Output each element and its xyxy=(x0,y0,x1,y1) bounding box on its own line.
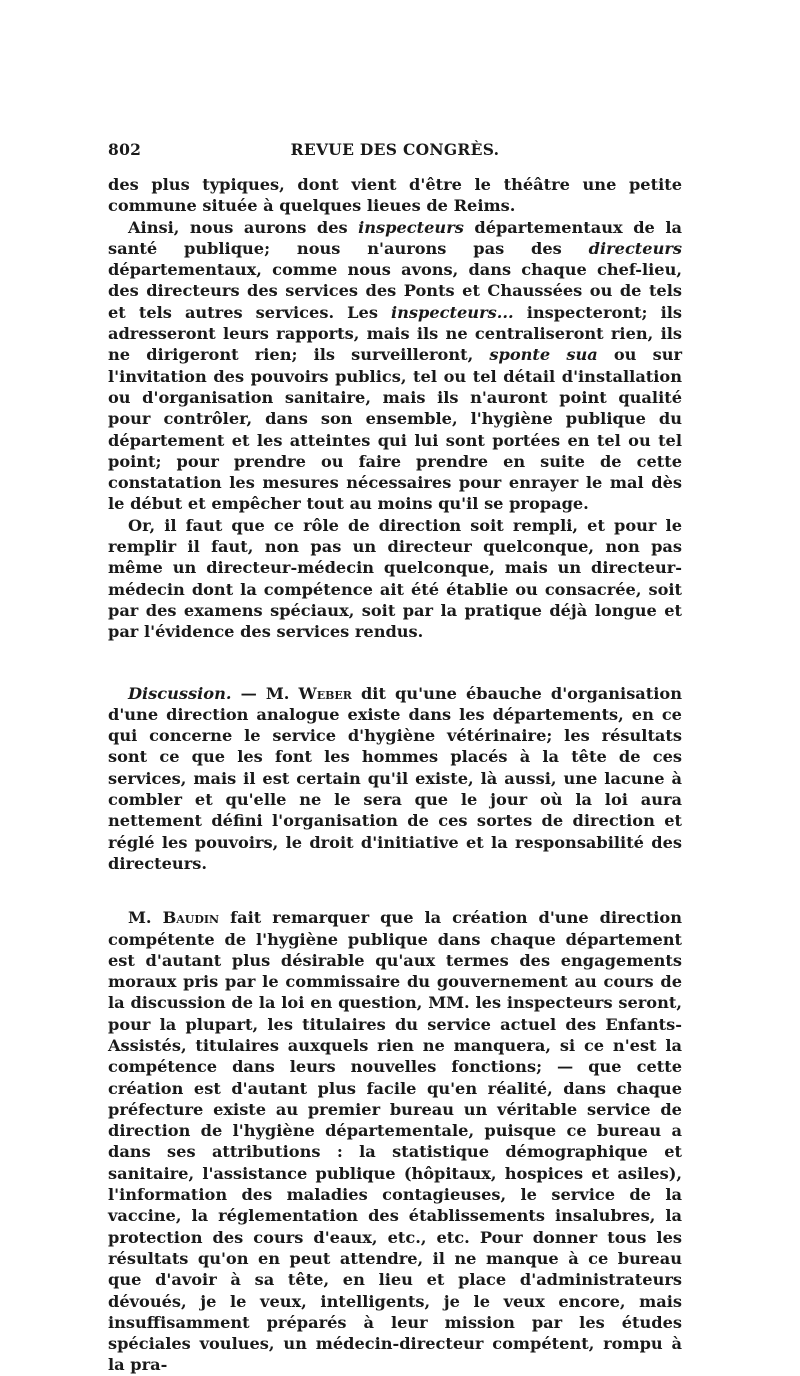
p5-text-2: fait remarquer que la création d'une direction compétente de l'hygiène publique dans chaque département est d'autant plus désirable qu'aux termes des engagements moraux pris par le commissaire du gouvernement au cours de la discussion de la loi en question, MM. les inspecteurs seront, pour la plupart, les titulaires du service actuel des Enfants-Assistés, titulaires auxquels rien ne manquera, si ce n'est la compétence dans leurs nouvelles fonctions; — que cette création est d'autant plus facile qu'en réalité, dans chaque préfecture existe au premier bureau un véritable service de direction de l'hygiène départementale, puisque ce bureau a dans ses attributions : la statistique démographique et sanitaire, l'assistance publique (hôpitaux, hospices et asiles), l'information des maladies contagieuses, le service de la vaccine, la réglementation des établissements insalubres, la protection des cours d'eaux, etc., etc. Pour donner tous les résultats qu'on en peut attendre, il ne manque à ce bureau que d'avoir à sa tête, en lieu et place d'administrateurs dévoués, je le veux, intelligents, je le veux encore, mais insuffisamment préparés à leur mission par les études spéciales voulues, un médecin-directeur compétent, rompu à la pra- xyxy=(108,908,682,1375)
p2-text-3: départementaux, comme nous avons, dans chaque chef-lieu, des directeurs des services des Ponts et Chaussées ou de tels et tels autres services. Les xyxy=(108,260,682,322)
speaker-weber: Weber xyxy=(298,683,352,703)
running-header xyxy=(108,140,682,166)
section-gap-2 xyxy=(108,874,682,907)
discussion-label: Discussion. xyxy=(128,683,232,703)
page-number: 802 xyxy=(108,140,142,159)
speaker-baudin: Baudin xyxy=(162,908,220,928)
paragraph-3 xyxy=(108,515,682,643)
section-gap xyxy=(108,643,682,683)
paragraph-discussion xyxy=(108,683,682,875)
paragraph-2 xyxy=(108,217,682,515)
p2-italic-sponte-sua: sponte sua xyxy=(489,345,598,365)
page xyxy=(108,140,682,1376)
p2-text-1: Ainsi, nous aurons des xyxy=(128,217,359,237)
p2-italic-inspecteurs-2: inspecteurs... xyxy=(391,302,514,322)
paragraph-1-text: des plus typiques, dont vient d'être le théâtre une petite commune située à quelques lieues de Reims. xyxy=(108,175,682,216)
paragraph-1 xyxy=(108,174,682,217)
p2-text-2: départementaux de la santé publique; nous n'aurons pas des xyxy=(108,217,682,258)
p2-italic-directeurs: directeurs xyxy=(588,238,682,258)
running-title: REVUE DES CONGRÈS. xyxy=(290,140,500,159)
paragraph-3-text: Or, il faut que ce rôle de direction soit rempli, et pour le remplir il faut, non pas un directeur quelconque, non pas même un directeur-médecin quelconque, mais un directeur-médecin dont la compétence ait été établie ou consacrée, soit par des examens spéciaux, soit par la pratique déjà longue et par l'évidence des services rendus. xyxy=(108,515,682,642)
p2-italic-inspecteurs: inspecteurs xyxy=(358,217,464,237)
paragraph-baudin xyxy=(108,907,682,1376)
p2-text-5: ou sur l'invitation des pouvoirs publics, tel ou tel détail d'installation ou d'organisation sanitaire, mais ils n'auront point qualité pour contrôler, dans son ensemble, l'hygiène publique du département et les atteintes qui lui sont portées en tel ou tel point; pour prendre ou faire prendre en suite de cette constatation les mesures nécessaires pour enrayer le mal dès le début et empêcher tout au moins qu'il se propage. xyxy=(108,345,683,514)
p5-text-1: M. xyxy=(128,908,163,928)
p4-text-2: dit qu'une ébauche d'organisation d'une direction analogue existe dans les départements, en ce qui concerne le service d'hygiène vétérinaire; les résultats sont ce que les font les hommes placés à la tête de ces services, mais il est certain qu'il existe, là aussi, une lacune à combler et qu'elle ne le sera que le jour où la loi aura nettement défini l'organisation de ces sortes de direction et réglé les pouvoirs, le droit d'initiative et la responsabilité des directeurs. xyxy=(108,683,682,873)
p2-text-4: inspecteront; ils adresseront leurs rapports, mais ils ne centraliseront rien, ils ne dirigeront rien; ils surveilleront, xyxy=(108,302,682,365)
p4-text-1: — M. xyxy=(231,683,299,703)
